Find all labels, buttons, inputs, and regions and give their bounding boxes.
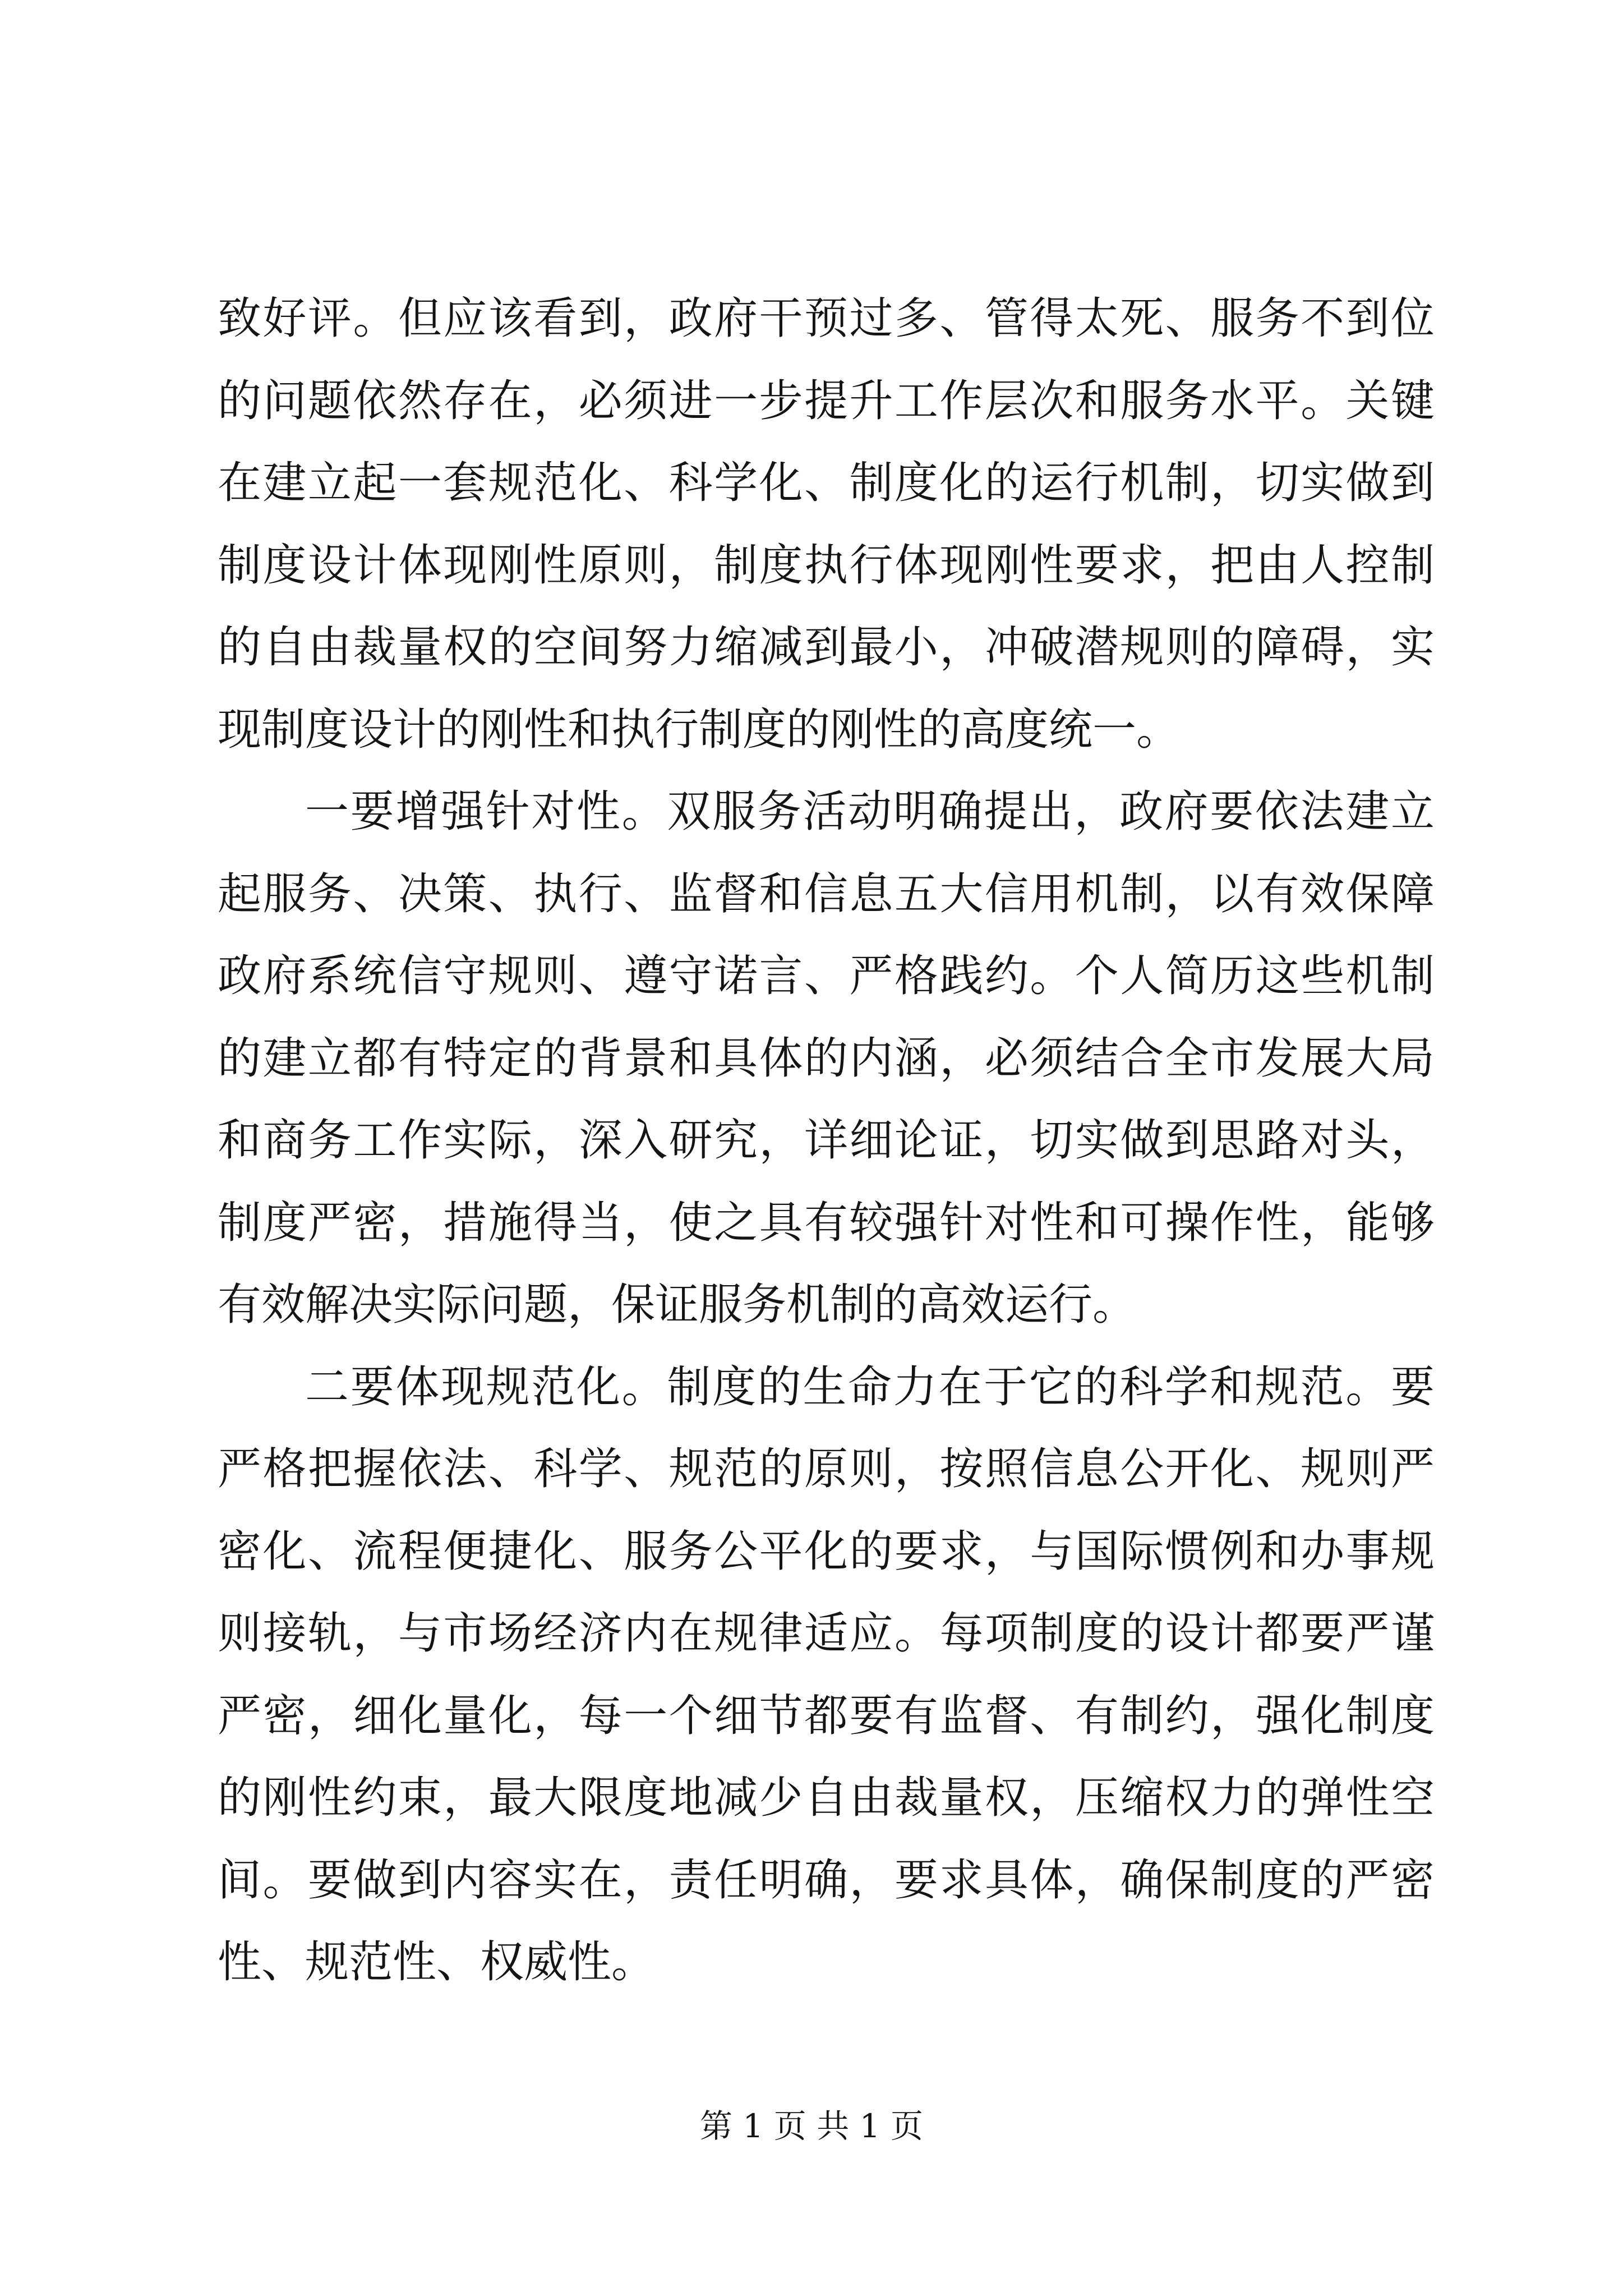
document-body [218, 278, 1435, 2004]
paragraph-continued: 致好评。但应该看到，政府干预过多、管得太死、服务不到位的问题依然存在，必须进一步提升工作层次和服务水平。关键在建立起一套规范化、科学化、制度化的运行机制，切实做到制度设计体现刚性原则，制度执行体现刚性要求，把由人控制的自由裁量权的空间努力缩减到最小，冲破潜规则的障碍，实现制度设计的刚性和执行制度的刚性的高度统一。 [218, 293, 1435, 755]
paragraph-standardization: 二要体现规范化。制度的生命力在于它的科学和规范。要严格把握依法、科学、规范的原则，按照信息公开化、规则严密化、流程便捷化、服务公平化的要求，与国际惯例和办事规则接轨，与市场经济内在规律适应。每项制度的设计都要严谨严密，细化量化，每一个细节都要有监督、有制约，强化制度的刚性约束，最大限度地减少自由裁量权，压缩权力的弹性空间。要做到内容实在，责任明确，要求具体，确保制度的严密性、规范性、权威性。 [218, 1361, 1435, 1987]
paragraph-targeting: 一要增强针对性。双服务活动明确提出，政府要依法建立起服务、决策、执行、监督和信息五大信用机制，以有效保障政府系统信守规则、遵守诺言、严格践约。个人简历这些机制的建立都有特定的背景和具体的内涵，必须结合全市发展大局和商务工作实际，深入研究，详细论证，切实做到思路对头，制度严密，措施得当，使之具有较强针对性和可操作性，能够有效解决实际问题，保证服务机制的高效运行。 [218, 786, 1435, 1330]
page-number-footer: 第 1 页 共 1 页 [700, 2107, 923, 2145]
